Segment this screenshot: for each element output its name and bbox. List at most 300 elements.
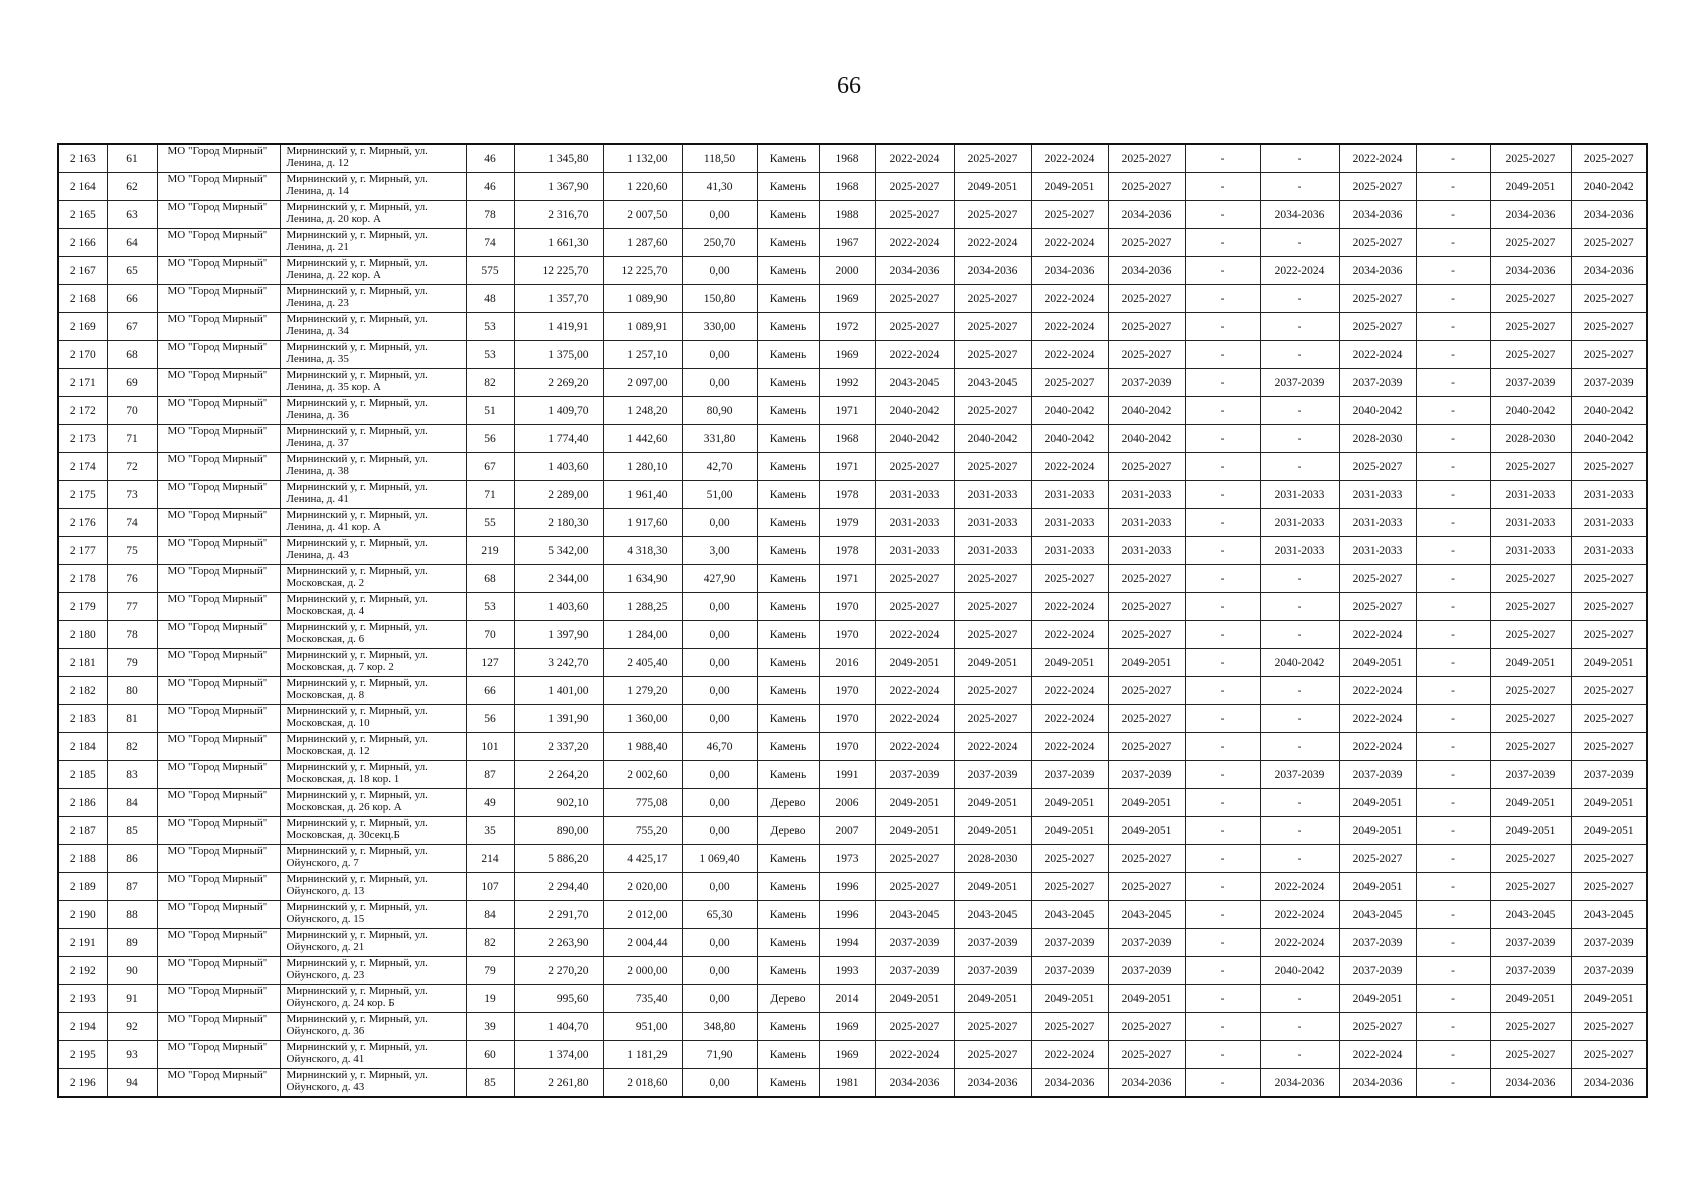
cell-local-number: 73 xyxy=(107,481,157,509)
cell-address: Мирнинский у, г. Мирный, ул. Ойунского, д. 43 xyxy=(280,1069,466,1098)
cell-total-number: 2 168 xyxy=(58,285,107,313)
cell-period-8: - xyxy=(1416,397,1490,425)
cell-local-number: 89 xyxy=(107,929,157,957)
cell-period-2: 2043-2045 xyxy=(954,901,1031,929)
cell-period-7: 2043-2045 xyxy=(1339,901,1416,929)
cell-period-8: - xyxy=(1416,144,1490,173)
cell-residents: 55 xyxy=(466,509,514,537)
cell-period-10: 2025-2027 xyxy=(1571,313,1647,341)
cell-period-1: 2025-2027 xyxy=(875,845,954,873)
cell-residential-area: 1 089,91 xyxy=(603,313,682,341)
cell-period-6: - xyxy=(1260,313,1339,341)
cell-wall-material: Камень xyxy=(757,369,819,397)
register-body xyxy=(58,144,1647,1097)
cell-period-1: 2022-2024 xyxy=(875,341,954,369)
cell-period-5: - xyxy=(1185,957,1260,985)
cell-period-3: 2049-2051 xyxy=(1031,649,1108,677)
cell-local-number: 67 xyxy=(107,313,157,341)
cell-residential-area: 1 961,40 xyxy=(603,481,682,509)
cell-local-number: 65 xyxy=(107,257,157,285)
cell-period-9: 2031-2033 xyxy=(1490,509,1571,537)
cell-residential-area: 2 004,44 xyxy=(603,929,682,957)
cell-period-6: - xyxy=(1260,621,1339,649)
cell-period-1: 2025-2027 xyxy=(875,173,954,201)
cell-address: Мирнинский у, г. Мирный, ул. Ленина, д. 14 xyxy=(280,173,466,201)
cell-period-1: 2049-2051 xyxy=(875,817,954,845)
cell-period-9: 2025-2027 xyxy=(1490,1013,1571,1041)
cell-period-2: 2025-2027 xyxy=(954,201,1031,229)
cell-period-3: 2037-2039 xyxy=(1031,761,1108,789)
cell-period-9: 2031-2033 xyxy=(1490,537,1571,565)
cell-period-9: 2025-2027 xyxy=(1490,313,1571,341)
cell-period-4: 2025-2027 xyxy=(1108,677,1185,705)
cell-wall-material: Камень xyxy=(757,201,819,229)
cell-period-3: 2049-2051 xyxy=(1031,817,1108,845)
cell-period-2: 2031-2033 xyxy=(954,509,1031,537)
cell-build-year: 1972 xyxy=(819,313,875,341)
cell-period-8: - xyxy=(1416,453,1490,481)
cell-period-5: - xyxy=(1185,537,1260,565)
cell-residential-area: 2 002,60 xyxy=(603,761,682,789)
cell-period-2: 2034-2036 xyxy=(954,1069,1031,1098)
cell-period-5: - xyxy=(1185,453,1260,481)
cell-municipality: МО "Город Мирный" xyxy=(157,425,280,453)
cell-wall-material: Камень xyxy=(757,929,819,957)
cell-total-number: 2 189 xyxy=(58,873,107,901)
cell-build-year: 1969 xyxy=(819,285,875,313)
cell-address: Мирнинский у, г. Мирный, ул. Московская, д. 30секц.Б xyxy=(280,817,466,845)
cell-period-3: 2022-2024 xyxy=(1031,733,1108,761)
cell-period-9: 2025-2027 xyxy=(1490,873,1571,901)
cell-period-2: 2040-2042 xyxy=(954,425,1031,453)
cell-period-6: - xyxy=(1260,845,1339,873)
table-row xyxy=(58,845,1647,873)
cell-period-9: 2025-2027 xyxy=(1490,677,1571,705)
cell-period-9: 2040-2042 xyxy=(1490,397,1571,425)
cell-period-2: 2025-2027 xyxy=(954,593,1031,621)
table-row xyxy=(58,144,1647,173)
cell-period-6: 2022-2024 xyxy=(1260,873,1339,901)
cell-period-4: 2025-2027 xyxy=(1108,621,1185,649)
cell-local-number: 83 xyxy=(107,761,157,789)
cell-period-5: - xyxy=(1185,173,1260,201)
cell-period-10: 2043-2045 xyxy=(1571,901,1647,929)
cell-period-2: 2025-2027 xyxy=(954,397,1031,425)
cell-address: Мирнинский у, г. Мирный, ул. Ленина, д. 21 xyxy=(280,229,466,257)
cell-period-8: - xyxy=(1416,369,1490,397)
cell-period-4: 2034-2036 xyxy=(1108,1069,1185,1098)
cell-period-6: 2022-2024 xyxy=(1260,257,1339,285)
cell-period-9: 2049-2051 xyxy=(1490,789,1571,817)
cell-residents: 35 xyxy=(466,817,514,845)
cell-municipality: МО "Город Мирный" xyxy=(157,789,280,817)
cell-residential-area: 1 988,40 xyxy=(603,733,682,761)
cell-total-number: 2 183 xyxy=(58,705,107,733)
page-number: 66 xyxy=(837,73,861,99)
cell-period-1: 2049-2051 xyxy=(875,985,954,1013)
cell-period-6: - xyxy=(1260,425,1339,453)
cell-build-year: 1996 xyxy=(819,901,875,929)
cell-address: Мирнинский у, г. Мирный, ул. Московская, д. 18 кор. 1 xyxy=(280,761,466,789)
cell-build-year: 2000 xyxy=(819,257,875,285)
cell-nonresidential-area: 250,70 xyxy=(682,229,757,257)
cell-period-2: 2049-2051 xyxy=(954,173,1031,201)
cell-period-7: 2031-2033 xyxy=(1339,509,1416,537)
cell-period-9: 2025-2027 xyxy=(1490,285,1571,313)
cell-period-2: 2025-2027 xyxy=(954,453,1031,481)
cell-period-6: 2022-2024 xyxy=(1260,901,1339,929)
cell-period-3: 2049-2051 xyxy=(1031,173,1108,201)
cell-build-year: 1992 xyxy=(819,369,875,397)
cell-period-7: 2025-2027 xyxy=(1339,173,1416,201)
cell-nonresidential-area: 348,80 xyxy=(682,1013,757,1041)
cell-wall-material: Камень xyxy=(757,873,819,901)
cell-build-year: 1969 xyxy=(819,1041,875,1069)
cell-municipality: МО "Город Мирный" xyxy=(157,957,280,985)
cell-period-7: 2022-2024 xyxy=(1339,341,1416,369)
cell-residential-area: 1 917,60 xyxy=(603,509,682,537)
cell-residents: 214 xyxy=(466,845,514,873)
cell-period-8: - xyxy=(1416,761,1490,789)
cell-period-8: - xyxy=(1416,677,1490,705)
cell-total-area: 2 270,20 xyxy=(514,957,603,985)
cell-period-9: 2025-2027 xyxy=(1490,565,1571,593)
cell-total-area: 1 367,90 xyxy=(514,173,603,201)
cell-period-10: 2025-2027 xyxy=(1571,285,1647,313)
cell-residents: 127 xyxy=(466,649,514,677)
cell-residential-area: 1 089,90 xyxy=(603,285,682,313)
cell-period-2: 2022-2024 xyxy=(954,229,1031,257)
cell-period-2: 2034-2036 xyxy=(954,257,1031,285)
cell-residents: 53 xyxy=(466,313,514,341)
cell-period-2: 2037-2039 xyxy=(954,957,1031,985)
cell-period-8: - xyxy=(1416,509,1490,537)
cell-period-3: 2025-2027 xyxy=(1031,873,1108,901)
cell-period-6: - xyxy=(1260,144,1339,173)
cell-residential-area: 1 132,00 xyxy=(603,144,682,173)
cell-period-7: 2040-2042 xyxy=(1339,397,1416,425)
cell-period-3: 2025-2027 xyxy=(1031,201,1108,229)
cell-wall-material: Дерево xyxy=(757,985,819,1013)
cell-address: Мирнинский у, г. Мирный, ул. Ленина, д. 35 xyxy=(280,341,466,369)
cell-municipality: МО "Город Мирный" xyxy=(157,1041,280,1069)
cell-build-year: 1970 xyxy=(819,621,875,649)
cell-period-2: 2025-2027 xyxy=(954,285,1031,313)
table-row xyxy=(58,901,1647,929)
cell-period-7: 2022-2024 xyxy=(1339,705,1416,733)
cell-residents: 49 xyxy=(466,789,514,817)
cell-period-2: 2049-2051 xyxy=(954,873,1031,901)
cell-municipality: МО "Город Мирный" xyxy=(157,761,280,789)
cell-period-6: - xyxy=(1260,817,1339,845)
cell-period-3: 2040-2042 xyxy=(1031,397,1108,425)
cell-total-area: 995,60 xyxy=(514,985,603,1013)
cell-residents: 68 xyxy=(466,565,514,593)
cell-period-5: - xyxy=(1185,705,1260,733)
cell-period-5: - xyxy=(1185,901,1260,929)
cell-nonresidential-area: 0,00 xyxy=(682,593,757,621)
cell-build-year: 1968 xyxy=(819,425,875,453)
cell-residential-area: 4 318,30 xyxy=(603,537,682,565)
cell-nonresidential-area: 0,00 xyxy=(682,369,757,397)
cell-period-8: - xyxy=(1416,621,1490,649)
cell-period-8: - xyxy=(1416,537,1490,565)
cell-residents: 82 xyxy=(466,929,514,957)
cell-period-5: - xyxy=(1185,509,1260,537)
cell-wall-material: Камень xyxy=(757,565,819,593)
cell-period-4: 2025-2027 xyxy=(1108,1013,1185,1041)
cell-nonresidential-area: 46,70 xyxy=(682,733,757,761)
cell-municipality: МО "Город Мирный" xyxy=(157,901,280,929)
cell-period-6: - xyxy=(1260,565,1339,593)
cell-period-2: 2031-2033 xyxy=(954,537,1031,565)
cell-residential-area: 1 634,90 xyxy=(603,565,682,593)
cell-residential-area: 2 020,00 xyxy=(603,873,682,901)
cell-period-6: - xyxy=(1260,341,1339,369)
cell-total-number: 2 177 xyxy=(58,537,107,565)
cell-period-2: 2025-2027 xyxy=(954,621,1031,649)
cell-period-1: 2025-2027 xyxy=(875,565,954,593)
cell-address: Мирнинский у, г. Мирный, ул. Московская, д. 7 кор. 2 xyxy=(280,649,466,677)
cell-period-7: 2025-2027 xyxy=(1339,1013,1416,1041)
cell-build-year: 1996 xyxy=(819,873,875,901)
cell-municipality: МО "Город Мирный" xyxy=(157,817,280,845)
cell-residents: 39 xyxy=(466,1013,514,1041)
cell-municipality: МО "Город Мирный" xyxy=(157,509,280,537)
cell-period-7: 2037-2039 xyxy=(1339,929,1416,957)
cell-local-number: 81 xyxy=(107,705,157,733)
cell-local-number: 93 xyxy=(107,1041,157,1069)
cell-total-area: 2 261,80 xyxy=(514,1069,603,1098)
cell-municipality: МО "Город Мирный" xyxy=(157,845,280,873)
cell-address: Мирнинский у, г. Мирный, ул. Московская, д. 12 xyxy=(280,733,466,761)
cell-build-year: 1994 xyxy=(819,929,875,957)
cell-nonresidential-area: 3,00 xyxy=(682,537,757,565)
cell-total-area: 2 289,00 xyxy=(514,481,603,509)
cell-residents: 48 xyxy=(466,285,514,313)
cell-total-area: 1 409,70 xyxy=(514,397,603,425)
cell-period-4: 2037-2039 xyxy=(1108,957,1185,985)
table-row xyxy=(58,1041,1647,1069)
table-row xyxy=(58,173,1647,201)
cell-wall-material: Камень xyxy=(757,397,819,425)
cell-period-9: 2049-2051 xyxy=(1490,817,1571,845)
cell-period-6: 2040-2042 xyxy=(1260,957,1339,985)
cell-period-4: 2031-2033 xyxy=(1108,509,1185,537)
cell-build-year: 1968 xyxy=(819,144,875,173)
table-row xyxy=(58,957,1647,985)
cell-period-5: - xyxy=(1185,285,1260,313)
cell-period-5: - xyxy=(1185,873,1260,901)
cell-period-9: 2034-2036 xyxy=(1490,201,1571,229)
cell-period-10: 2049-2051 xyxy=(1571,649,1647,677)
cell-period-1: 2025-2027 xyxy=(875,201,954,229)
cell-period-4: 2025-2027 xyxy=(1108,873,1185,901)
cell-address: Мирнинский у, г. Мирный, ул. Московская, д. 10 xyxy=(280,705,466,733)
cell-period-8: - xyxy=(1416,481,1490,509)
cell-address: Мирнинский у, г. Мирный, ул. Ленина, д. 38 xyxy=(280,453,466,481)
cell-residents: 46 xyxy=(466,173,514,201)
cell-period-6: 2037-2039 xyxy=(1260,761,1339,789)
cell-period-1: 2040-2042 xyxy=(875,397,954,425)
cell-municipality: МО "Город Мирный" xyxy=(157,341,280,369)
cell-period-1: 2031-2033 xyxy=(875,537,954,565)
cell-period-1: 2037-2039 xyxy=(875,929,954,957)
cell-period-4: 2025-2027 xyxy=(1108,733,1185,761)
cell-residential-area: 1 257,10 xyxy=(603,341,682,369)
cell-residents: 219 xyxy=(466,537,514,565)
cell-period-8: - xyxy=(1416,201,1490,229)
cell-total-area: 2 180,30 xyxy=(514,509,603,537)
cell-period-4: 2040-2042 xyxy=(1108,425,1185,453)
cell-total-number: 2 180 xyxy=(58,621,107,649)
cell-period-2: 2025-2027 xyxy=(954,144,1031,173)
cell-period-10: 2025-2027 xyxy=(1571,845,1647,873)
cell-period-7: 2025-2027 xyxy=(1339,453,1416,481)
cell-address: Мирнинский у, г. Мирный, ул. Ленина, д. 41 xyxy=(280,481,466,509)
cell-total-area: 12 225,70 xyxy=(514,257,603,285)
cell-nonresidential-area: 65,30 xyxy=(682,901,757,929)
cell-period-7: 2049-2051 xyxy=(1339,873,1416,901)
cell-period-6: 2031-2033 xyxy=(1260,509,1339,537)
cell-residents: 575 xyxy=(466,257,514,285)
cell-residents: 70 xyxy=(466,621,514,649)
cell-total-number: 2 173 xyxy=(58,425,107,453)
cell-municipality: МО "Город Мирный" xyxy=(157,649,280,677)
cell-period-5: - xyxy=(1185,593,1260,621)
cell-period-7: 2025-2027 xyxy=(1339,229,1416,257)
cell-period-6: - xyxy=(1260,1013,1339,1041)
cell-period-3: 2034-2036 xyxy=(1031,1069,1108,1098)
table-row xyxy=(58,677,1647,705)
cell-period-6: 2031-2033 xyxy=(1260,537,1339,565)
cell-period-3: 2043-2045 xyxy=(1031,901,1108,929)
cell-period-5: - xyxy=(1185,1013,1260,1041)
cell-wall-material: Камень xyxy=(757,144,819,173)
cell-period-6: 2034-2036 xyxy=(1260,1069,1339,1098)
cell-address: Мирнинский у, г. Мирный, ул. Московская, д. 2 xyxy=(280,565,466,593)
cell-total-number: 2 172 xyxy=(58,397,107,425)
cell-wall-material: Камень xyxy=(757,229,819,257)
cell-period-2: 2025-2027 xyxy=(954,705,1031,733)
cell-wall-material: Дерево xyxy=(757,789,819,817)
cell-period-6: - xyxy=(1260,733,1339,761)
cell-residential-area: 1 360,00 xyxy=(603,705,682,733)
cell-local-number: 69 xyxy=(107,369,157,397)
cell-residents: 79 xyxy=(466,957,514,985)
cell-period-10: 2037-2039 xyxy=(1571,929,1647,957)
cell-residents: 74 xyxy=(466,229,514,257)
cell-residential-area: 951,00 xyxy=(603,1013,682,1041)
cell-total-number: 2 192 xyxy=(58,957,107,985)
cell-address: Мирнинский у, г. Мирный, ул. Ленина, д. 36 xyxy=(280,397,466,425)
cell-period-6: 2034-2036 xyxy=(1260,201,1339,229)
table-row xyxy=(58,509,1647,537)
cell-period-4: 2025-2027 xyxy=(1108,313,1185,341)
cell-address: Мирнинский у, г. Мирный, ул. Ойунского, д. 7 xyxy=(280,845,466,873)
cell-period-8: - xyxy=(1416,733,1490,761)
cell-wall-material: Камень xyxy=(757,173,819,201)
cell-period-8: - xyxy=(1416,229,1490,257)
cell-total-number: 2 187 xyxy=(58,817,107,845)
cell-residential-area: 755,20 xyxy=(603,817,682,845)
cell-period-1: 2022-2024 xyxy=(875,144,954,173)
cell-period-7: 2049-2051 xyxy=(1339,649,1416,677)
cell-period-5: - xyxy=(1185,397,1260,425)
cell-build-year: 1971 xyxy=(819,453,875,481)
cell-municipality: МО "Город Мирный" xyxy=(157,229,280,257)
cell-build-year: 2006 xyxy=(819,789,875,817)
cell-address: Мирнинский у, г. Мирный, ул. Ленина, д. 43 xyxy=(280,537,466,565)
cell-build-year: 2014 xyxy=(819,985,875,1013)
cell-period-10: 2025-2027 xyxy=(1571,621,1647,649)
cell-address: Мирнинский у, г. Мирный, ул. Ленина, д. 41 кор. А xyxy=(280,509,466,537)
cell-period-10: 2031-2033 xyxy=(1571,509,1647,537)
cell-period-3: 2040-2042 xyxy=(1031,425,1108,453)
cell-period-3: 2022-2024 xyxy=(1031,341,1108,369)
cell-period-6: - xyxy=(1260,285,1339,313)
cell-local-number: 74 xyxy=(107,509,157,537)
cell-period-1: 2034-2036 xyxy=(875,257,954,285)
cell-total-area: 1 357,70 xyxy=(514,285,603,313)
cell-period-2: 2049-2051 xyxy=(954,649,1031,677)
cell-period-3: 2022-2024 xyxy=(1031,677,1108,705)
cell-residential-area: 1 287,60 xyxy=(603,229,682,257)
cell-period-1: 2043-2045 xyxy=(875,369,954,397)
cell-address: Мирнинский у, г. Мирный, ул. Ойунского, д. 23 xyxy=(280,957,466,985)
cell-period-7: 2034-2036 xyxy=(1339,201,1416,229)
cell-nonresidential-area: 427,90 xyxy=(682,565,757,593)
cell-period-6: 2040-2042 xyxy=(1260,649,1339,677)
cell-residents: 51 xyxy=(466,397,514,425)
cell-wall-material: Камень xyxy=(757,1013,819,1041)
cell-period-2: 2049-2051 xyxy=(954,817,1031,845)
cell-nonresidential-area: 330,00 xyxy=(682,313,757,341)
cell-period-6: - xyxy=(1260,705,1339,733)
cell-residents: 67 xyxy=(466,453,514,481)
table-row xyxy=(58,1013,1647,1041)
cell-period-8: - xyxy=(1416,649,1490,677)
cell-period-1: 2025-2027 xyxy=(875,1013,954,1041)
cell-period-7: 2025-2027 xyxy=(1339,313,1416,341)
table-row xyxy=(58,649,1647,677)
cell-nonresidential-area: 51,00 xyxy=(682,481,757,509)
cell-period-3: 2025-2027 xyxy=(1031,1013,1108,1041)
cell-period-6: 2031-2033 xyxy=(1260,481,1339,509)
cell-residential-area: 1 442,60 xyxy=(603,425,682,453)
cell-total-number: 2 179 xyxy=(58,593,107,621)
cell-period-3: 2031-2033 xyxy=(1031,481,1108,509)
cell-build-year: 2007 xyxy=(819,817,875,845)
cell-period-3: 2022-2024 xyxy=(1031,593,1108,621)
cell-local-number: 78 xyxy=(107,621,157,649)
cell-build-year: 1993 xyxy=(819,957,875,985)
cell-period-7: 2031-2033 xyxy=(1339,537,1416,565)
cell-residents: 87 xyxy=(466,761,514,789)
cell-period-6: - xyxy=(1260,1041,1339,1069)
cell-period-8: - xyxy=(1416,901,1490,929)
cell-nonresidential-area: 42,70 xyxy=(682,453,757,481)
cell-total-number: 2 170 xyxy=(58,341,107,369)
cell-total-area: 1 404,70 xyxy=(514,1013,603,1041)
cell-total-number: 2 185 xyxy=(58,761,107,789)
cell-period-2: 2049-2051 xyxy=(954,985,1031,1013)
cell-residents: 78 xyxy=(466,201,514,229)
cell-residential-area: 4 425,17 xyxy=(603,845,682,873)
cell-period-7: 2037-2039 xyxy=(1339,957,1416,985)
cell-total-area: 1 403,60 xyxy=(514,593,603,621)
cell-period-4: 2025-2027 xyxy=(1108,173,1185,201)
